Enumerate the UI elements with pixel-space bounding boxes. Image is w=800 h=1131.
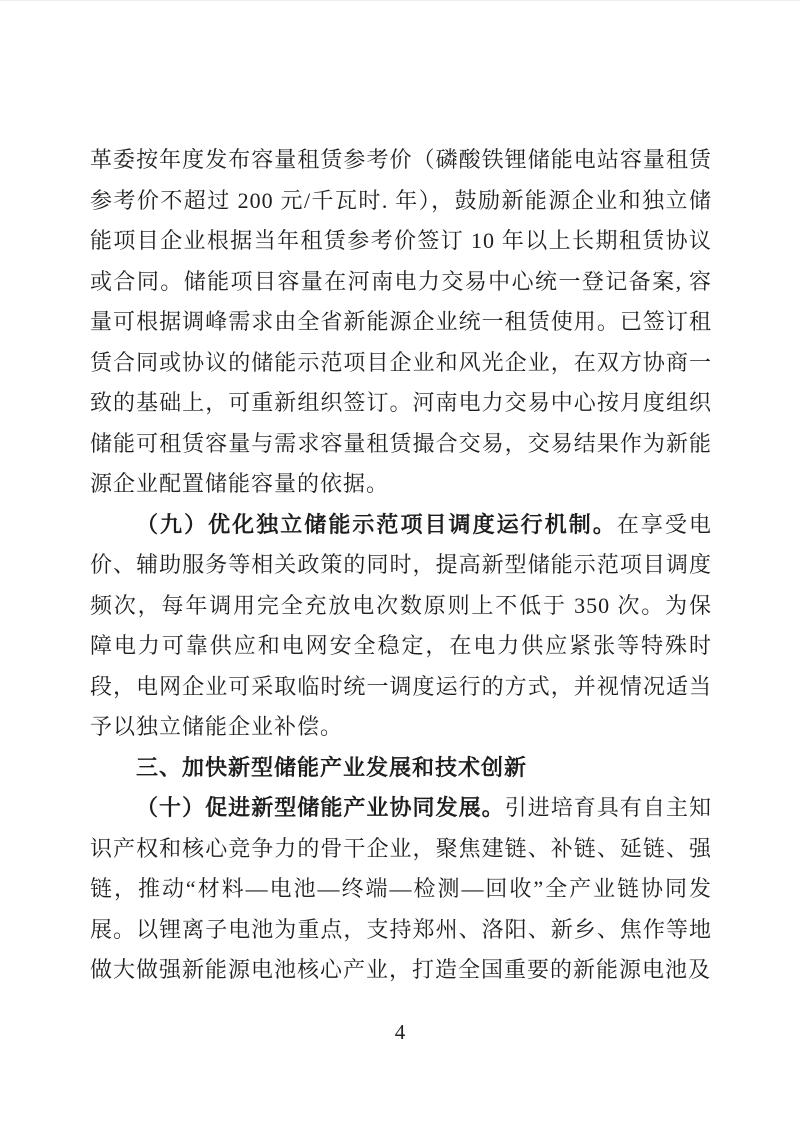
paragraph-text: 革委按年度发布容量租赁参考价（磷酸铁锂储能电站容量租赁参考价不超过 200 元/千瓦时. 年），鼓励新能源企业和独立储能项目企业根据当年租赁参考价签订 10 年以上长期租赁协议或合同。储能项目容量在河南电力交易中心统一登记备案, 容量可根据调峰需求由全省新能源企业统一租赁使用。已签订租赁合同或协议的储能示范项目企业和风光企业，在双方协商一致的基础上，可重新组织签订。河南电力交易中心按月度组织储能可租赁容量与需求容量租赁撮合交易，交易结果作为新能源企业配置储能容量的依据。 (90, 147, 712, 496)
paragraph-text: 在享受电价、辅助服务等相关政策的同时，提高新型储能示范项目调度频次，每年调用完全充放电次数原则上不低于 350 次。为保障电力可靠供应和电网安全稳定，在电力供应紧张等特殊时段，电网企业可采取临时统一调度运行的方式，并视情况适当予以独立储能企业补偿。 (90, 511, 712, 739)
paragraph (90, 505, 712, 748)
section-heading (90, 748, 712, 789)
page-footer (0, 1020, 800, 1045)
paragraph-lead-bold: （九）优化独立储能示范项目调度运行机制。 (136, 511, 617, 537)
document-body (90, 140, 712, 991)
page-number: 4 (394, 1020, 406, 1044)
paragraph-lead-bold: 三、加快新型储能产业发展和技术创新 (136, 754, 528, 780)
paragraph (90, 788, 712, 991)
paragraph-text: 引进培育具有自主知识产权和核心竞争力的骨干企业，聚焦建链、补链、延链、强链，推动“材料—电池—终端—检测—回收”全产业链协同发展。以锂离子电池为重点，支持郑州、洛阳、新乡、焦作等地做大做强新能源电池核心产业，打造全国重要的新能源电池及 (90, 795, 712, 982)
paragraph-lead-bold: （十）促进新型储能产业协同发展。 (136, 795, 505, 820)
paragraph (90, 140, 712, 505)
